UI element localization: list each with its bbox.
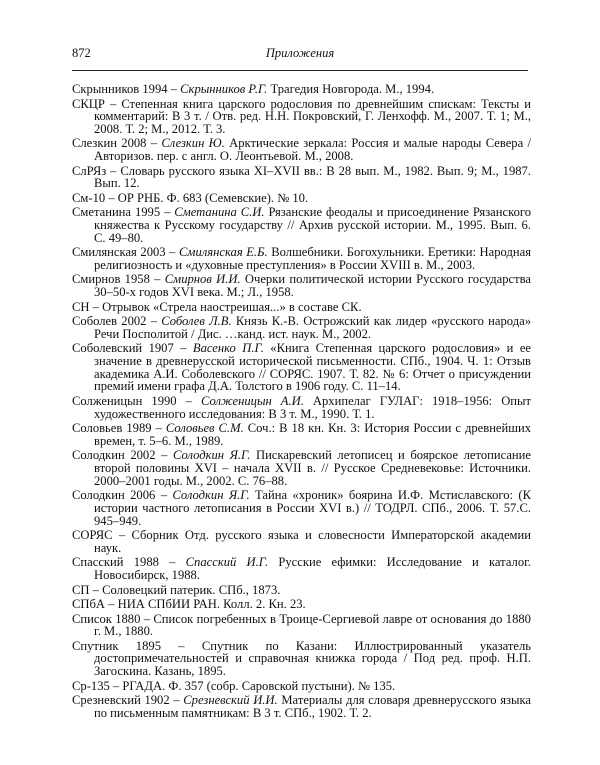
entry-key: СлРЯз xyxy=(72,163,107,178)
entry-author: Скрынников Р.Г. xyxy=(180,82,268,96)
entry-author: Соловьев С.М. xyxy=(165,421,244,436)
entry-author: Слезкин Ю. xyxy=(161,136,225,151)
entry-text: Соловецкий патерик. СПб., 1873. xyxy=(102,582,281,597)
entry-author: Васенко П.Г. xyxy=(192,341,264,356)
entry-text: Волшебники. Богохульники. Еретики: Народная религиозность и «духовные преступления» в России XVIII в. М., 2003. xyxy=(94,245,532,272)
entry-key: СОРЯС xyxy=(72,528,113,543)
bibliography-entry: Соболев 2002 – Соболев Л.В. Князь К.-В. Острожский как лидер «русского народа» Речи Посполитой / Дис. …канд. ист. наук. М., 2002. xyxy=(72,314,532,341)
entry-key: Соболев 2002 xyxy=(72,314,147,329)
bibliography-entry: Список 1880 – Список погребенных в Троице-Сергиевой лавре от основания до 1880 г. М., 1880. xyxy=(72,611,531,639)
entry-key: Смилянская 2003 xyxy=(72,245,166,260)
entry-text: Спутник по Казани: Иллюстрированный указатель достопримечательностей и справочная книжка города / Под ред. проф. Н.П. Загоскина. Казань, 1895. xyxy=(94,638,532,679)
bibliography-entry: СП – Соловецкий патерик. СПб., 1873. xyxy=(72,582,281,597)
entry-text: Список погребенных в Троице-Сергиевой лавре от основания до 1880 г. М., 1880. xyxy=(94,611,531,639)
bibliography-entry: Скрынников 1994 – Скрынников Р.Г. Трагедия Новгорода. М., 1994. xyxy=(72,82,435,96)
entry-text: «Книга Степенная царского родословия» и ее значение в древнерусской исторической письменности. СПб., 1904. Ч. 1: Отзыв академика А.И. Соболевского // СОРЯС. 1907. Т. 82. № 6: Отчет о присуждении премий имени графа Д.А. Толстого в 1906 году. С. 11–14. xyxy=(94,341,531,394)
running-title: Приложения xyxy=(265,46,335,60)
bibliography-entry: Слезкин 2008 – Слезкин Ю. Арктические зеркала: Россия и малые народы Севера / Авторизов. пер. с англ. О. Леонтьевой. М., 2008. xyxy=(72,136,531,164)
bibliography-entry: СПбА – НИА СПбИИ РАН. Колл. 2. Кн. 23. xyxy=(72,597,306,612)
entry-text: Отрывок «Стрела наостреишая...» в составе СК. xyxy=(102,299,362,314)
entry-author: Солженицын А.И. xyxy=(201,393,304,408)
bibliography-entry: СКЦР – Степенная книга царского родословия по древнейшим спискам: Тексты и комментарий: В 3 т. / Отв. ред. Н.Н. Покровский, Г. Ленхофф. М., 2007. Т. 1; М., 2008. Т. 2; М., 2012. Т. 3. xyxy=(72,96,531,136)
entry-author: Сметанина С.И. xyxy=(174,205,265,220)
bibliography-entry: Солженицын 1990 – Солженицын А.И. Архипелаг ГУЛАГ: 1918–1956: Опыт художественного исследования: В 3 т. М., 1990. Т. 1. xyxy=(72,393,532,421)
entry-key: Смирнов 1958 xyxy=(72,272,150,287)
entry-text: Пискаревский летописец и боярское летописание второй половины XVI – начала XVII в. // Русское Средневековье: Источники. 2000–2001 годы. М., 2002. С. 76–88. xyxy=(94,448,531,488)
entry-author: Смилянская Е.Б. xyxy=(179,245,268,260)
page-header xyxy=(72,46,528,71)
bibliography-entry: СОРЯС – Сборник Отд. русского языка и словесности Императорской академии наук. xyxy=(72,528,532,555)
entry-text: Князь К.-В. Острожский как лидер «русского народа» Речи Посполитой / Дис. …канд. ист. наук. М., 2002. xyxy=(94,314,532,341)
bibliography-entry: Солодкин 2006 – Солодкин Я.Г. Тайна «хроник» боярина И.Ф. Мстиславского: (К истории частного летописания в России XVI в.) // ТОДРЛ. СПб., 2006. Т. 57.С. 945–949. xyxy=(72,488,531,528)
entry-text: Архипелаг ГУЛАГ: 1918–1956: Опыт художественного исследования: В 3 т. М., 1990. Т. 1. xyxy=(94,393,532,421)
entry-author: Смирнов И.И. xyxy=(164,272,241,287)
entry-key: Список 1880 xyxy=(72,611,141,626)
bibliography-entry: Ср-135 – РГАДА. Ф. 357 (собр. Саровской пустыни). № 135. xyxy=(72,678,396,693)
entry-key: СПбА xyxy=(72,597,105,612)
bibliography-entry: Соловьев 1989 – Соловьев С.М. Соч.: В 18 кн. Кн. 3: История России с древнейших времен, т. 5–6. М., 1989. xyxy=(72,421,531,448)
bibliography-entry: См-10 – ОР РНБ. Ф. 683 (Семевские). № 10. xyxy=(72,190,309,205)
entry-author: Спасский И.Г. xyxy=(185,555,269,570)
entry-key: Спутник 1895 xyxy=(72,638,161,653)
entry-text: Трагедия Новгорода. М., 1994. xyxy=(270,82,435,96)
entry-key: СКЦР xyxy=(72,96,105,111)
entry-key: Ср-135 xyxy=(72,678,110,693)
bibliography-entry: Соболевский 1907 – Васенко П.Г. «Книга Степенная царского родословия» и ее значение в древнерусской исторической письменности. СПб., 1904. Ч. 1: Отзыв академика А.И. Соболевского // СОРЯС. 1907. Т. 82. № 6: Отчет о присуждении премий имени графа Д.А. Толстого в 1906 году. С. 11–14. xyxy=(72,341,531,394)
entry-text: Соч.: В 18 кн. Кн. 3: История России с древнейших времен, т. 5–6. М., 1989. xyxy=(94,421,531,448)
bibliography-entry: СлРЯз – Словарь русского языка XI–XVII вв.: В 28 вып. М., 1982. Вып. 9; М., 1987. Вып. 12. xyxy=(72,163,531,191)
bibliography-entry: Спутник 1895 – Спутник по Казани: Иллюстрированный указатель достопримечательностей и справочная книжка города / Под ред. проф. Н.П. Загоскина. Казань, 1895. xyxy=(72,638,532,679)
entry-author: Соболев Л.В. xyxy=(161,314,232,329)
bibliography-entry: Срезневский 1902 – Срезневский И.И. Материалы для словаря древнерусского языка по письменным памятникам: В 3 т. СПб., 1902. Т. 2. xyxy=(72,693,532,720)
page-number: 872 xyxy=(72,46,91,60)
entry-key: Скрынников 1994 xyxy=(72,82,168,96)
entry-text: Сборник Отд. русского языка и словесности Императорской академии наук. xyxy=(94,528,532,555)
entry-text: Рязанские феодалы и присоединение Рязанского княжества к Русскому государству // Архив русской истории. М., 1995. Вып. 6. С. 49–80. xyxy=(94,205,532,245)
entry-key: Срезневский 1902 xyxy=(72,693,170,708)
entry-key: Спасский 1988 xyxy=(72,555,159,570)
entry-key: Соболевский 1907 xyxy=(72,341,174,356)
bibliography-entry: СН – Отрывок «Стрела наостреишая...» в составе СК. xyxy=(72,299,362,314)
bibliography-entry: Солодкин 2002 – Солодкин Я.Г. Пискаревский летописец и боярское летописание второй половины XVI – начала XVII в. // Русское Средневековье: Источники. 2000–2001 годы. М., 2002. С. 76–88. xyxy=(72,448,531,488)
entry-text: Очерки политической истории Русского государства 30–50-х годов XVI века. М.; Л., 1958. xyxy=(94,272,531,300)
bibliography-entry: Смирнов 1958 – Смирнов И.И. Очерки политической истории Русского государства 30–50-х годов XVI века. М.; Л., 1958. xyxy=(72,272,531,300)
entry-text: НИА СПбИИ РАН. Колл. 2. Кн. 23. xyxy=(117,597,306,612)
entry-text: РГАДА. Ф. 357 (собр. Саровской пустыни). № 135. xyxy=(122,678,396,693)
entry-text: Русские ефимки: Исследование и каталог. Новосибирск, 1988. xyxy=(94,555,532,583)
bibliography-entry: Спасский 1988 – Спасский И.Г. Русские ефимки: Исследование и каталог. Новосибирск, 1988. xyxy=(72,555,532,583)
entry-key: Слезкин 2008 xyxy=(72,136,147,151)
entry-author: Срезневский И.И. xyxy=(183,693,278,708)
entry-text: Материалы для словаря древнерусского языка по письменным памятникам: В 3 т. СПб., 1902. Т. 2. xyxy=(94,693,532,720)
bibliography-entry: Сметанина 1995 – Сметанина С.И. Рязанские феодалы и присоединение Рязанского княжества к Русскому государству // Архив русской истории. М., 1995. Вып. 6. С. 49–80. xyxy=(72,205,532,245)
entry-key: Солженицын 1990 xyxy=(72,393,177,408)
entry-text: ОР РНБ. Ф. 683 (Семевские). № 10. xyxy=(117,190,309,205)
entry-key: СН xyxy=(72,299,90,314)
entry-text: Арктические зеркала: Россия и малые народы Севера / Авторизов. пер. с англ. О. Леонтьевой. М., 2008. xyxy=(94,136,531,164)
entry-key: Сметанина 1995 xyxy=(72,205,161,220)
bibliography-entry: Смилянская 2003 – Смилянская Е.Б. Волшебники. Богохульники. Еретики: Народная религиозность и «духовные преступления» в России XVIII в. М., 2003. xyxy=(72,245,532,272)
entry-key: Соловьев 1989 xyxy=(72,421,152,436)
entry-text: Степенная книга царского родословия по древнейшим спискам: Тексты и комментарий: В 3 т. / Отв. ред. Н.Н. Покровский, Г. Ленхофф. М., 2007. Т. 1; М., 2008. Т. 2; М., 2012. Т. 3. xyxy=(94,96,531,136)
entry-key: Солодкин 2006 xyxy=(72,488,156,503)
entry-key: См-10 xyxy=(72,190,106,205)
entry-key: СП xyxy=(72,582,90,597)
entry-author: Солодкин Я.Г. xyxy=(172,448,251,463)
bibliography-list xyxy=(72,83,531,721)
entry-key: Солодкин 2002 xyxy=(72,448,156,463)
entry-text: Тайна «хроник» боярина И.Ф. Мстиславского: (К истории частного летописания в России XVI в.) // ТОДРЛ. СПб., 2006. Т. 57.С. 945–949. xyxy=(94,488,531,528)
entry-text: Словарь русского языка XI–XVII вв.: В 28 вып. М., 1982. Вып. 9; М., 1987. Вып. 12. xyxy=(94,163,531,191)
entry-author: Солодкин Я.Г. xyxy=(172,488,250,503)
